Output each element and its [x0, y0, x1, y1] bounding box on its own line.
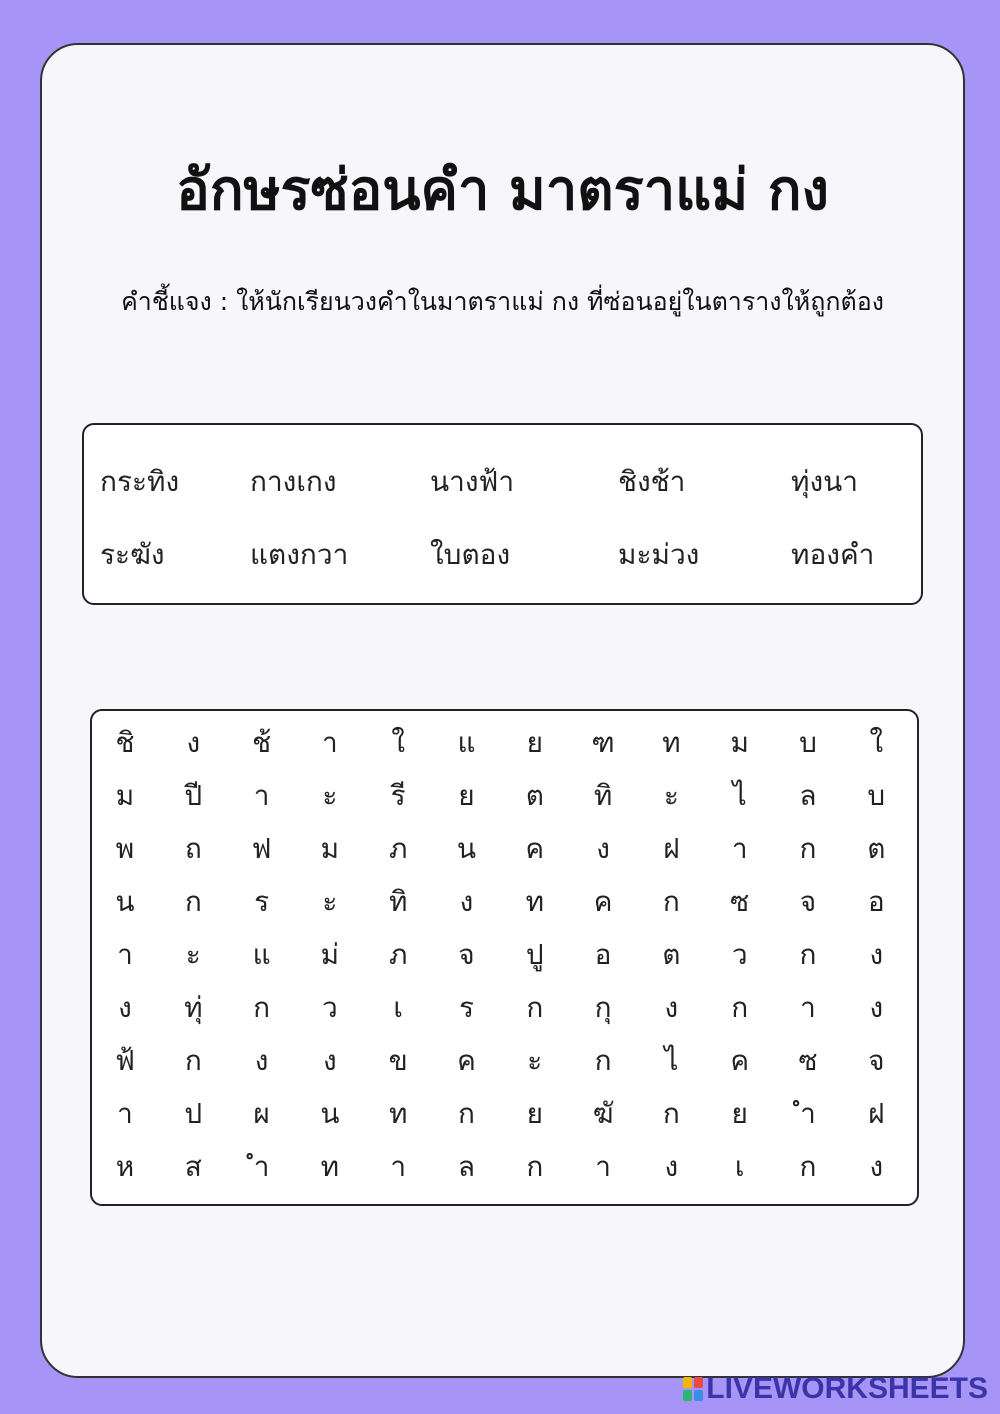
grid-letter[interactable]: อ: [594, 938, 612, 971]
grid-letter[interactable]: ง: [664, 991, 679, 1024]
grid-letter[interactable]: ท: [525, 885, 545, 918]
grid-letter[interactable]: ร: [254, 885, 270, 918]
brand-text: LIVEWORKSHEETS: [706, 1372, 988, 1405]
grid-letter[interactable]: า: [322, 726, 338, 759]
grid-letter[interactable]: ะ: [185, 938, 201, 971]
grid-letter[interactable]: ฟ้: [115, 1044, 135, 1077]
word-bank-item: มะม่วง: [618, 538, 700, 571]
grid-letter[interactable]: ก: [799, 938, 817, 971]
grid-letter[interactable]: ง: [118, 991, 132, 1024]
letter-grid: [90, 709, 919, 1206]
grid-letter[interactable]: ม: [730, 726, 749, 759]
grid-letter[interactable]: ชิ: [115, 726, 135, 759]
word-bank-item: นางฟ้า: [430, 465, 515, 498]
word-bank: [82, 423, 923, 605]
grid-letter[interactable]: ย: [526, 726, 543, 759]
grid-letter[interactable]: บ: [799, 726, 817, 759]
grid-letter[interactable]: ซ: [730, 885, 750, 918]
grid-letter[interactable]: ฟ: [251, 832, 272, 865]
grid-letter[interactable]: ง: [186, 726, 201, 759]
grid-letter[interactable]: ห: [115, 1150, 135, 1183]
grid-letter[interactable]: ค: [525, 832, 545, 865]
grid-letter[interactable]: ภ: [388, 938, 408, 971]
grid-letter[interactable]: ย: [526, 1097, 543, 1130]
grid-letter[interactable]: ท: [388, 1097, 408, 1130]
grid-letter[interactable]: า: [117, 938, 133, 971]
grid-letter[interactable]: รี: [390, 779, 406, 812]
grid-letter[interactable]: ะ: [322, 885, 338, 918]
grid-letter[interactable]: ง: [459, 885, 474, 918]
logo-square: [694, 1390, 703, 1401]
grid-letter[interactable]: ง: [596, 832, 610, 865]
grid-letter[interactable]: แ: [457, 726, 476, 759]
grid-letter[interactable]: ก: [526, 1150, 544, 1183]
grid-letter[interactable]: ก: [799, 832, 817, 865]
grid-letter[interactable]: ม่: [320, 938, 340, 971]
word-bank-item: ทุ่งนา: [791, 465, 858, 498]
grid-letter[interactable]: ก: [594, 1044, 612, 1077]
grid-letter[interactable]: เ: [393, 991, 403, 1024]
word-bank-item: ทองคำ: [791, 538, 875, 571]
grid-letter[interactable]: ล: [799, 779, 817, 812]
grid-letter[interactable]: ม: [320, 832, 340, 865]
grid-letter[interactable]: ฝ: [663, 832, 680, 865]
grid-letter[interactable]: ร: [458, 991, 475, 1024]
grid-letter[interactable]: ก: [184, 885, 202, 918]
word-bank-item: ใบตอง: [430, 538, 511, 571]
grid-letter[interactable]: ง: [664, 1150, 679, 1183]
grid-letter[interactable]: น: [115, 885, 135, 918]
grid-letter[interactable]: า: [731, 832, 748, 865]
grid-letter[interactable]: ถ: [184, 832, 202, 865]
grid-letter[interactable]: ย: [458, 779, 475, 812]
grid-letter[interactable]: ป: [184, 1097, 203, 1130]
grid-letter[interactable]: ก: [526, 991, 544, 1024]
grid-letter[interactable]: จ: [799, 885, 817, 918]
grid-letter[interactable]: ก: [458, 1097, 475, 1130]
grid-letter[interactable]: บ: [867, 779, 886, 812]
logo-square: [683, 1377, 692, 1388]
grid-letter[interactable]: ว: [322, 991, 338, 1024]
grid-letter[interactable]: ก: [799, 1150, 817, 1183]
grid-letter[interactable]: ค: [730, 1044, 750, 1077]
grid-letter[interactable]: า: [117, 1097, 133, 1130]
grid-letter[interactable]: ปู: [525, 938, 544, 971]
grid-letter[interactable]: า: [253, 779, 270, 812]
grid-letter[interactable]: ฑ: [591, 726, 615, 759]
grid-letter[interactable]: ก: [731, 991, 749, 1024]
grid-letter[interactable]: พ: [115, 832, 135, 865]
grid-letter[interactable]: ต: [662, 938, 681, 971]
grid-letter[interactable]: ต: [867, 832, 886, 865]
worksheet-card: [40, 43, 965, 1378]
grid-letter[interactable]: ง: [869, 1150, 884, 1183]
grid-letter[interactable]: ปี: [184, 779, 203, 812]
grid-letter[interactable]: ก: [662, 885, 680, 918]
grid-letter[interactable]: ค: [457, 1044, 476, 1077]
grid-letter[interactable]: ง: [869, 938, 884, 971]
grid-letter[interactable]: ไ: [732, 779, 747, 812]
grid-letter[interactable]: ก: [253, 991, 271, 1024]
grid-letter[interactable]: จ: [458, 938, 475, 971]
grid-letter[interactable]: ภ: [388, 832, 408, 865]
grid-letter[interactable]: ง: [323, 1044, 337, 1077]
grid-letter[interactable]: ล: [457, 1150, 476, 1183]
grid-letter[interactable]: น: [320, 1097, 340, 1130]
grid-letter[interactable]: ะ: [322, 779, 338, 812]
grid-letter[interactable]: ต: [525, 779, 544, 812]
liveworksheets-logo-icon: [683, 1377, 703, 1401]
grid-letter[interactable]: ม: [115, 779, 135, 812]
word-bank-item: ชิงช้า: [618, 465, 686, 498]
grid-letter[interactable]: ใ: [869, 726, 884, 759]
grid-letter[interactable]: า: [390, 1150, 407, 1183]
grid-letter[interactable]: ซ: [798, 1044, 818, 1077]
grid-letter[interactable]: ข: [388, 1044, 408, 1077]
grid-letter[interactable]: ทิ: [388, 885, 408, 918]
instruction-text: คำชี้แจง : ให้นักเรียนวงคำในมาตราแม่ กง ที่ซ่อนอยู่ในตารางให้ถูกต้อง: [121, 287, 884, 316]
grid-letter[interactable]: า: [595, 1150, 611, 1183]
grid-letter[interactable]: อ: [867, 885, 885, 918]
logo-square: [694, 1377, 703, 1388]
grid-letter[interactable]: ง: [254, 1044, 269, 1077]
grid-letter[interactable]: ท: [320, 1150, 340, 1183]
grid-letter[interactable]: ฝ: [868, 1097, 885, 1130]
grid-letter[interactable]: ใ: [391, 726, 406, 759]
grid-letter[interactable]: ทุ่: [184, 991, 203, 1024]
word-bank-item: ระฆัง: [100, 538, 165, 571]
grid-letter[interactable]: ไ: [664, 1044, 679, 1077]
grid-letter[interactable]: ะ: [663, 779, 679, 812]
grid-letter[interactable]: ช้: [252, 726, 272, 759]
liveworksheets-brand[interactable]: [683, 1372, 988, 1406]
worksheet-title: อักษรซ่อนคำ มาตราแม่ กง: [176, 158, 829, 223]
grid-letter[interactable]: เ: [734, 1150, 745, 1183]
word-bank-item: กางเกง: [250, 465, 337, 498]
grid-letter[interactable]: ทิ: [593, 779, 613, 812]
grid-letter[interactable]: ค: [593, 885, 613, 918]
grid-letter[interactable]: ท: [662, 726, 681, 759]
grid-letter[interactable]: ะ: [527, 1044, 543, 1077]
grid-letter[interactable]: กุ: [594, 991, 612, 1024]
grid-letter[interactable]: ำ: [253, 1150, 270, 1183]
grid-letter[interactable]: ย: [731, 1097, 748, 1130]
grid-letter[interactable]: า: [800, 991, 816, 1024]
grid-letter[interactable]: ก: [662, 1097, 680, 1130]
logo-square: [683, 1390, 692, 1401]
grid-letter[interactable]: น: [456, 832, 477, 865]
grid-letter[interactable]: ส: [184, 1150, 202, 1183]
grid-letter[interactable]: ผ: [253, 1097, 270, 1130]
word-bank-item: แตงกวา: [250, 538, 349, 571]
word-bank-item: กระทิง: [100, 465, 180, 498]
grid-letter[interactable]: ำ: [800, 1097, 816, 1130]
grid-letter[interactable]: ง: [869, 991, 884, 1024]
grid-letter[interactable]: ฆั: [592, 1097, 614, 1130]
grid-letter[interactable]: แ: [252, 938, 271, 971]
grid-letter[interactable]: ว: [731, 938, 748, 971]
grid-letter[interactable]: จ: [868, 1044, 885, 1077]
grid-letter[interactable]: ก: [184, 1044, 202, 1077]
